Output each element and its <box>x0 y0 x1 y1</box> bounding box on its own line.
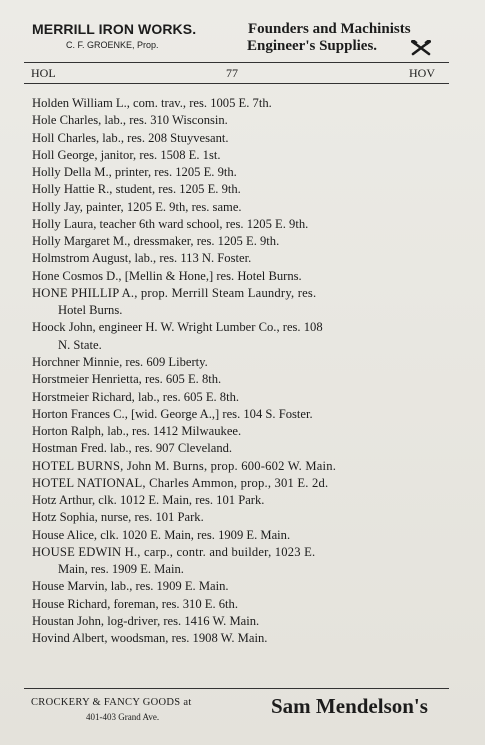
directory-entry: Hole Charles, lab., res. 310 Wisconsin. <box>32 113 228 128</box>
header-rule <box>24 62 449 63</box>
directory-entry: House Marvin, lab., res. 1909 E. Main. <box>32 579 229 594</box>
directory-entry: Holly Jay, painter, 1205 E. 9th, res. same. <box>32 199 242 214</box>
directory-entry: Holly Margaret M., dressmaker, res. 1205 E. 9th. <box>32 234 280 249</box>
page-number: 77 <box>226 66 238 80</box>
directory-entry: Holly Hattie R., student, res. 1205 E. 9th. <box>32 182 241 197</box>
footer-address: 401-403 Grand Ave. <box>86 712 160 722</box>
crossed-hammers-icon <box>411 40 431 56</box>
directory-entry: Horstmeier Henrietta, res. 605 E. 8th. <box>32 372 222 387</box>
directory-entry: HOUSE EDWIN H., carp., contr. and builder, 1023 E. <box>32 544 316 559</box>
footer-store-name: Sam Mendelson's <box>271 694 428 718</box>
directory-entry: HOTEL BURNS, John M. Burns, prop. 600-602 W. Main. <box>32 458 337 473</box>
directory-entry: Hovind Albert, woodsman, res. 1908 W. Main. <box>32 631 268 646</box>
running-head <box>0 66 485 82</box>
directory-entry: Houstan John, log-driver, res. 1416 W. Main. <box>32 613 260 628</box>
header-proprietor: C. F. GROENKE, Prop. <box>66 40 159 50</box>
directory-entry: House Alice, clk. 1020 E. Main, res. 1909 E. Main. <box>32 527 291 542</box>
footer-goods-line: CROCKERY & FANCY GOODS at <box>31 697 192 708</box>
running-head-left: HOL <box>31 66 56 80</box>
directory-entry: HOTEL NATIONAL, Charles Ammon, prop., 301 E. 2d. <box>32 475 329 490</box>
directory-entry: Hoock John, engineer H. W. Wright Lumber Co., res. 108 <box>32 320 323 335</box>
running-head-rule <box>24 83 449 84</box>
directory-entry-continuation: N. State. <box>58 337 102 352</box>
directory-entries <box>0 95 485 648</box>
directory-entry: Horchner Minnie, res. 609 Liberty. <box>32 354 208 369</box>
directory-entry-continuation: Hotel Burns. <box>58 303 123 318</box>
header-company-name: MERRILL IRON WORKS. <box>32 21 197 37</box>
directory-entry: House Richard, foreman, res. 310 E. 6th. <box>32 596 238 611</box>
directory-entry: Horton Frances C., [wid. George A.,] res. 104 S. Foster. <box>32 406 313 421</box>
directory-entry-continuation: Main, res. 1909 E. Main. <box>58 562 184 577</box>
directory-entry: Holden William L., com. trav., res. 1005 E. 7th. <box>32 96 272 110</box>
running-head-right: HOV <box>409 66 435 80</box>
directory-entry: HONE PHILLIP A., prop. Merrill Steam Laundry, res. <box>32 285 317 300</box>
footer-rule <box>24 688 449 689</box>
directory-entry: Holly Della M., printer, res. 1205 E. 9th. <box>32 165 237 180</box>
directory-entry: Hostman Fred. lab., res. 907 Cleveland. <box>32 441 233 456</box>
directory-entry: Horton Ralph, lab., res. 1412 Milwaukee. <box>32 424 242 439</box>
header-services-line1: Founders and Machinists <box>248 21 411 37</box>
header-services-line2: Engineer's Supplies. <box>247 38 378 54</box>
directory-entry: Horstmeier Richard, lab., res. 605 E. 8th. <box>32 389 240 404</box>
directory-entry: Holly Laura, teacher 6th ward school, res. 1205 E. 9th. <box>32 216 309 231</box>
directory-entry: Hotz Arthur, clk. 1012 E. Main, res. 101 Park. <box>32 493 265 508</box>
directory-entry: Hotz Sophia, nurse, res. 101 Park. <box>32 510 204 525</box>
directory-entry: Holl Charles, lab., res. 208 Stuyvesant. <box>32 130 229 145</box>
directory-entry: Holl George, janitor, res. 1508 E. 1st. <box>32 147 221 162</box>
directory-entry: Holmstrom August, lab., res. 113 N. Foster. <box>32 251 252 266</box>
directory-entry: Hone Cosmos D., [Mellin & Hone,] res. Hotel Burns. <box>32 268 302 283</box>
advertisement-header <box>0 0 485 60</box>
advertisement-footer <box>0 690 485 745</box>
